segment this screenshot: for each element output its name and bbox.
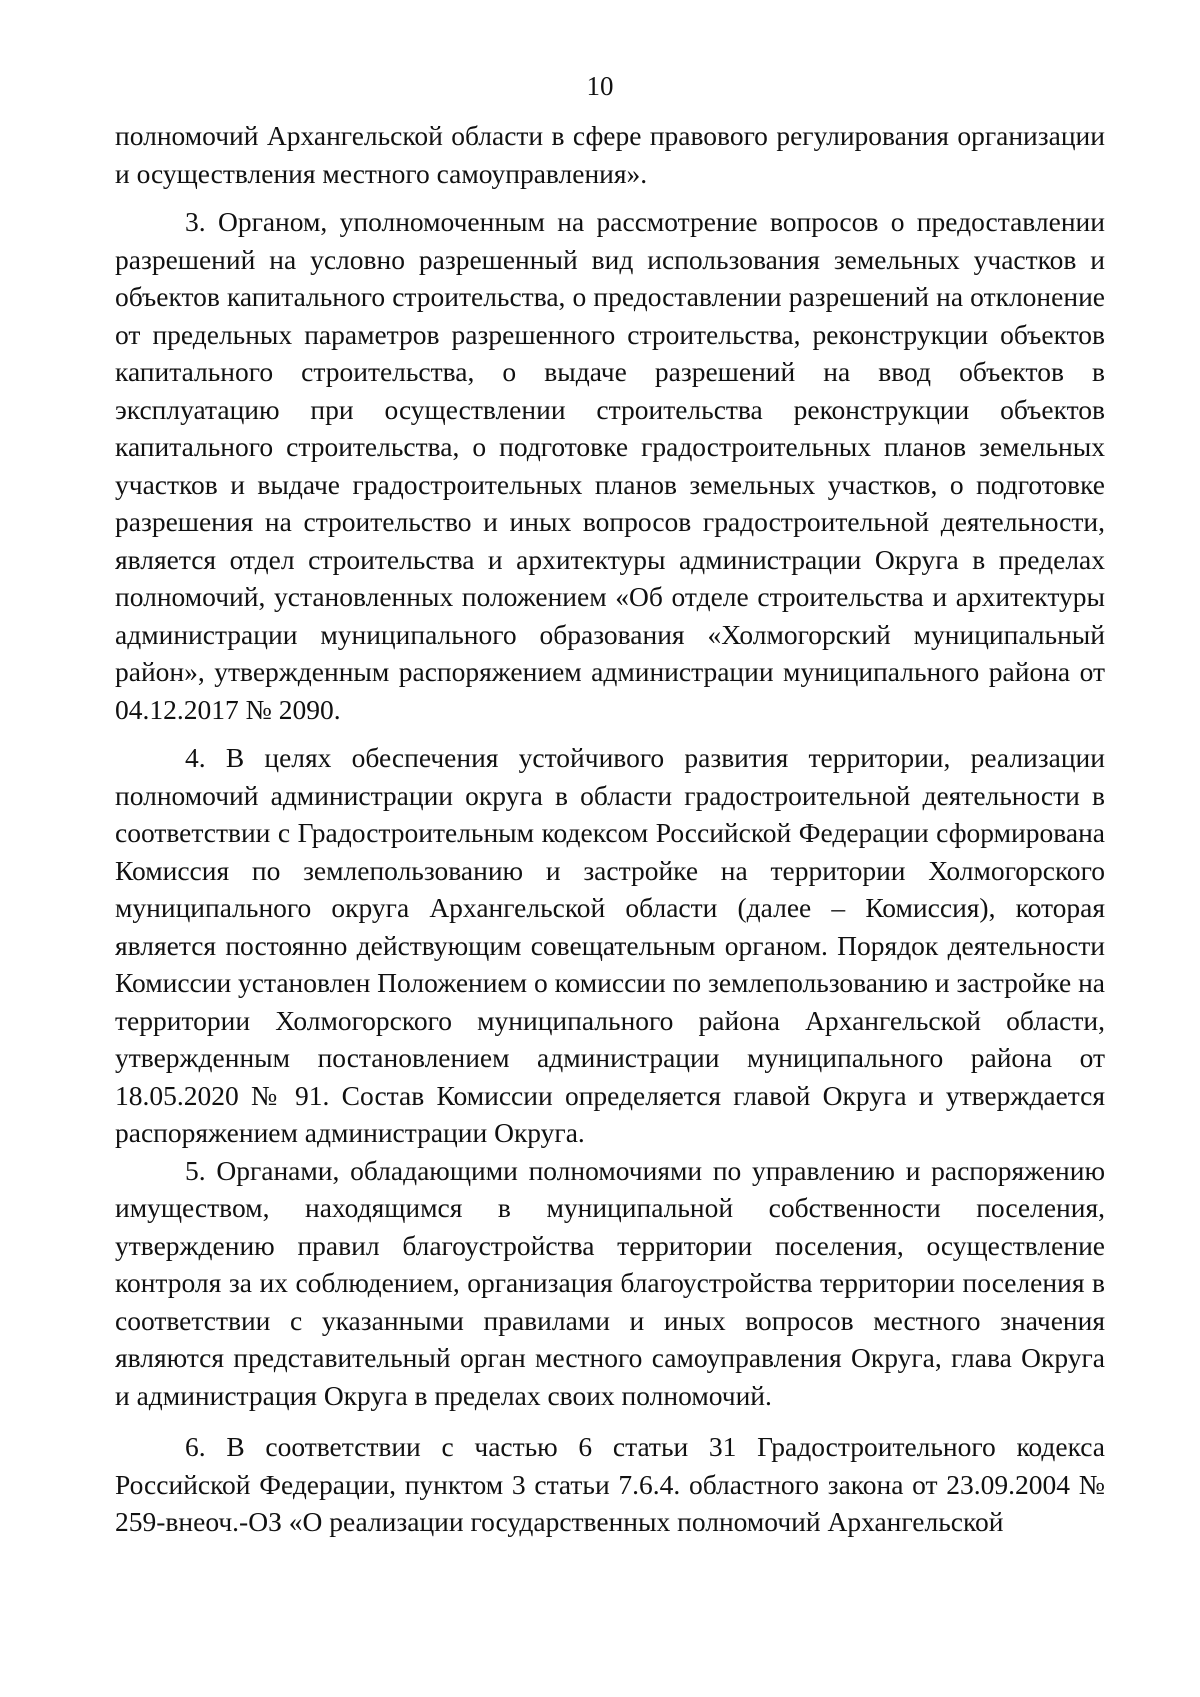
paragraph-item-4: 4. В целях обеспечения устойчивого развития территории, реализации полномочий администрации округа в области градостроительной деятельности в соответствии с Градостроительным кодексом Российской Федерации сформирована Комиссия по землепользованию и застройке на территории Холмогорского муниципального округа Архангельской области (далее – Комиссия), которая является постоянно действующим совещательным органом. Порядок деятельности Комиссии установлен Положением о комиссии по землепользованию и застройке на территории Холмогорского муниципального района Архангельской области, утвержденным постановлением администрации муниципального района от 18.05.2020 № 91. Состав Комиссии определяется главой Округа и утверждается распоряжением администрации Округа. <box>115 742 1105 1148</box>
paragraph-item-3: 3. Органом, уполномоченным на рассмотрение вопросов о предоставлении разрешений на условно разрешенный вид использования земельных участков и объектов капитального строительства, о предоставлении разрешений на отклонение от предельных параметров разрешенного строительства, реконструкции объектов капитального строительства, о выдаче разрешений на ввод объектов в эксплуатацию при осуществлении строительства реконструкции объектов капитального строительства, о подготовке градостроительных планов земельных участков и выдаче градостроительных планов земельных участков, о подготовке разрешения на строительство и иных вопросов градостроительной деятельности, является отдел строительства и архитектуры администрации Округа в пределах полномочий, установленных положением «Об отделе строительства и архитектуры администрации муниципального образования «Холмогорский муниципальный район», утвержденным распоряжением администрации муниципального района от 04.12.2017 № 2090. <box>115 206 1105 725</box>
paragraph-continuation: полномочий Архангельской области в сфере правового регулирования организации и осуществления местного самоуправления». <box>115 120 1105 189</box>
paragraph-item-5: 5. Органами, обладающими полномочиями по управлению и распоряжению имуществом, находящимся в муниципальной собственности поселения, утверждению правил благоустройства территории поселения, осуществление контроля за их соблюдением, организация благоустройства территории поселения в соответствии с указанными правилами и иных вопросов местного значения являются представительный орган местного самоуправления Округа, глава Округа и администрация Округа в пределах своих полномочий. <box>115 1154 1105 1411</box>
paragraph-item-6: 6. В соответствии с частью 6 статьи 31 Градостроительного кодекса Российской Федерации, пунктом 3 статьи 7.6.4. областного закона от 23.09.2004 № 259-внеоч.-ОЗ «О реализации государственных полномочий Архангельской <box>115 1431 1105 1537</box>
document-body <box>115 117 1105 1541</box>
page-number: 10 <box>586 71 614 101</box>
